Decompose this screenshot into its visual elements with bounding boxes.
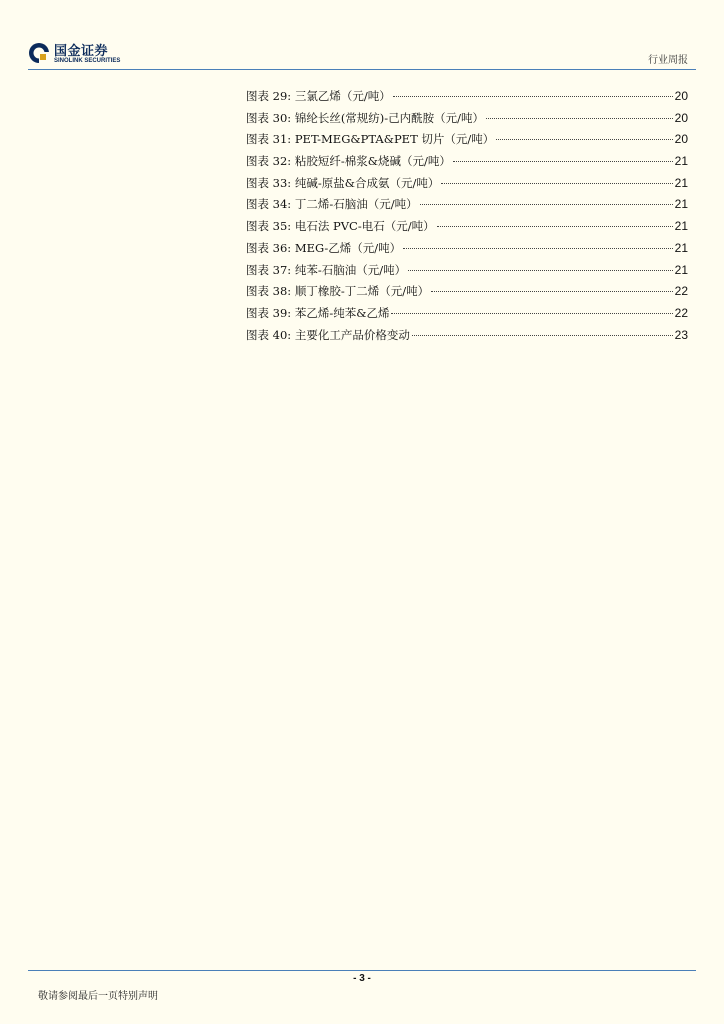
toc-leader-dots	[453, 160, 673, 162]
toc-leader-dots	[496, 138, 672, 140]
toc-leader-dots	[391, 312, 672, 314]
toc-entry-label: 图表 34: 丁二烯-石脑油（元/吨）	[246, 197, 418, 212]
toc-entry-label: 图表 38: 顺丁橡胶-丁二烯（元/吨）	[246, 284, 430, 299]
toc-entry-page: 23	[674, 327, 688, 342]
toc-entry-page: 20	[674, 89, 688, 103]
figure-list	[246, 88, 688, 348]
toc-entry[interactable]	[246, 175, 688, 197]
toc-leader-dots	[486, 117, 673, 119]
toc-entry[interactable]	[246, 240, 688, 262]
toc-entry-page: 22	[674, 305, 688, 320]
toc-entry-page: 20	[674, 110, 688, 125]
disclaimer-note: 敬请参阅最后一页特别声明	[38, 991, 158, 1002]
toc-entry-label: 图表 32: 粘胶短纤-棉浆&烧碱（元/吨）	[246, 154, 451, 169]
toc-entry[interactable]	[246, 305, 688, 327]
toc-entry[interactable]	[246, 88, 688, 110]
page-number: - 3 -	[353, 973, 371, 984]
toc-entry-label: 图表 40: 主要化工产品价格变动	[246, 327, 410, 342]
toc-entry[interactable]	[246, 283, 688, 305]
toc-leader-dots	[408, 269, 673, 271]
toc-entry-page: 20	[674, 132, 688, 147]
sinolink-logo-icon	[28, 42, 50, 64]
toc-leader-dots	[393, 95, 673, 97]
toc-entry-label: 图表 29: 三氯乙烯（元/吨）	[246, 89, 391, 103]
toc-entry-label: 图表 37: 纯苯-石脑油（元/吨）	[246, 262, 407, 277]
header-divider	[28, 69, 696, 70]
toc-entry-label: 图表 39: 苯乙烯-纯苯&乙烯	[246, 305, 390, 320]
toc-entry[interactable]	[246, 262, 688, 284]
toc-entry[interactable]	[246, 218, 688, 240]
logo-english-name: SINOLINK SECURITIES	[54, 58, 121, 64]
toc-entry-page: 21	[674, 219, 688, 234]
toc-leader-dots	[412, 334, 673, 336]
toc-entry[interactable]	[246, 196, 688, 218]
toc-leader-dots	[431, 290, 673, 292]
company-logo	[28, 40, 138, 68]
toc-entry-label: 图表 31: PET-MEG&PTA&PET 切片（元/吨）	[246, 132, 495, 147]
toc-entry-page: 21	[674, 154, 688, 169]
logo-chinese-name: 国金证券	[54, 44, 109, 59]
page-header	[28, 38, 696, 72]
report-type-label: 行业周报	[648, 55, 688, 66]
toc-leader-dots	[441, 182, 672, 184]
toc-entry-page: 22	[674, 284, 688, 299]
footer-divider	[28, 970, 696, 971]
toc-leader-dots	[437, 225, 673, 227]
toc-entry-label: 图表 30: 锦纶长丝(常规纺)-己内酰胺（元/吨）	[246, 110, 485, 125]
toc-entry[interactable]	[246, 131, 688, 153]
toc-leader-dots	[420, 203, 673, 205]
toc-entry[interactable]	[246, 153, 688, 175]
toc-entry-page: 21	[674, 197, 688, 212]
toc-entry[interactable]	[246, 327, 688, 349]
toc-entry-label: 图表 35: 电石法 PVC-电石（元/吨）	[246, 219, 435, 234]
toc-entry-page: 21	[674, 262, 688, 277]
toc-entry-label: 图表 36: MEG-乙烯（元/吨）	[246, 240, 402, 255]
toc-entry-page: 21	[674, 240, 688, 255]
toc-entry-label: 图表 33: 纯碱-原盐&合成氨（元/吨）	[246, 175, 440, 190]
toc-entry[interactable]	[246, 110, 688, 132]
toc-entry-page: 21	[674, 175, 688, 190]
toc-leader-dots	[403, 247, 672, 249]
